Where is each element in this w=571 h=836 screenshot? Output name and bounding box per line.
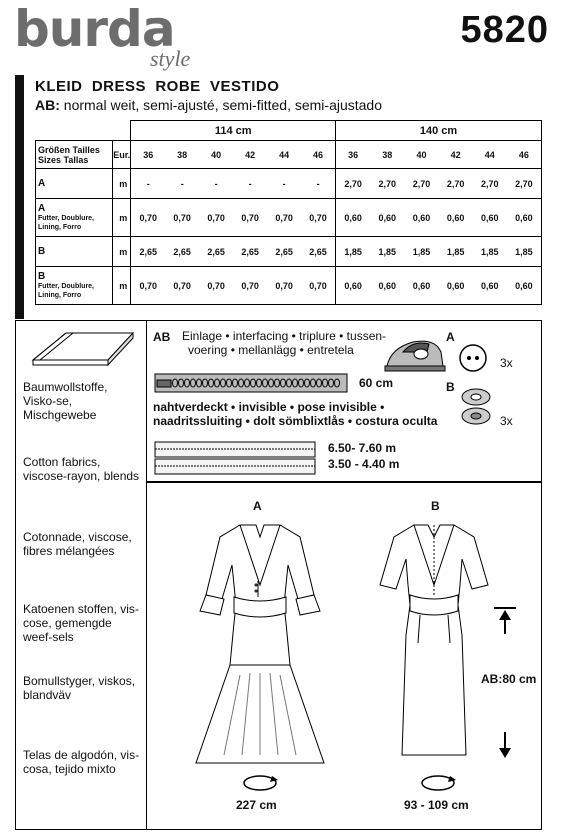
yardage-value: 2,70 [515, 178, 533, 189]
row-unit: m [113, 267, 131, 305]
size-value: 36 [348, 149, 359, 160]
yardage-row [36, 199, 542, 237]
row-unit: m [113, 199, 131, 237]
yardage-value: - [180, 178, 184, 189]
yardage-value: 0,70 [275, 280, 293, 291]
fabric-de: Baumwollstoffe, Visko-se, Mischgewebe [23, 380, 108, 422]
fabric-bolt-icon [28, 327, 138, 369]
yardage-value: 0,70 [139, 212, 157, 223]
zipper-text: nahtverdeckt • invisible • pose invisible • naadritssluiting • dolt sömblixtlås • costura oculta [153, 400, 438, 428]
size-value: 44 [484, 149, 495, 160]
yardage-value: 0,60 [344, 212, 362, 223]
yardage-value: 0,60 [412, 212, 431, 223]
dress-a-illustration [190, 515, 330, 770]
yardage-value: 0,60 [378, 280, 397, 291]
yardage-row [36, 169, 542, 199]
size-value: 38 [177, 149, 188, 160]
fabric-width-114: 114 cm [131, 121, 336, 141]
fabric-fr: Cotonnade, viscose, fibres mélangées [23, 530, 132, 558]
size-value: 46 [313, 149, 324, 160]
button-a-qty: 3x [500, 356, 513, 370]
size-value: 42 [450, 149, 461, 160]
sizes-label: Größen Tailles Sizes Tallas [36, 141, 113, 169]
yardage-value: 2,70 [412, 178, 431, 189]
header-bar [15, 75, 24, 319]
notion-ab-label: AB [153, 330, 171, 344]
yardage-value: 0,70 [139, 280, 157, 291]
button-icon [458, 343, 488, 373]
fabric-width-140: 140 cm [336, 121, 542, 141]
hem-b-width: 93 - 109 cm [404, 798, 469, 812]
iron-icon [383, 330, 448, 375]
yardage-value: 0,70 [207, 280, 225, 291]
row-label: B [38, 246, 46, 257]
yardage-value: 0,70 [309, 212, 327, 223]
yardage-value: 0,60 [446, 280, 465, 291]
row-label: A [38, 178, 46, 189]
dress-b-illustration [370, 515, 500, 770]
yardage-value: 2,70 [344, 178, 362, 189]
yardage-value: 2,70 [446, 178, 465, 189]
section-divider [147, 481, 542, 483]
button-a-label: A [446, 330, 455, 344]
brand-logo-sub: style [150, 46, 191, 71]
fabric-es: Telas de algodón, vis-cosa, tejido mixto [23, 748, 140, 776]
view-b-label: B [431, 499, 440, 513]
yardage-value: 0,60 [515, 212, 533, 223]
yardage-value: 0,70 [173, 280, 191, 291]
fabric-en: Cotton fabrics, viscose-rayon, blends [23, 455, 140, 483]
yardage-value: 2,65 [275, 246, 293, 257]
eur-label: Eur. [113, 141, 131, 169]
yardage-row [36, 237, 542, 267]
row-label: A [38, 203, 46, 214]
snap-icon [456, 386, 496, 426]
yardage-value: 0,70 [173, 212, 191, 223]
snap-b-qty: 3x [500, 414, 513, 428]
yardage-value: 1,85 [480, 246, 499, 257]
yardage-value: - [282, 178, 286, 189]
row-label: B [38, 271, 46, 282]
yardage-value: 0,60 [480, 212, 499, 223]
size-value: 42 [245, 149, 256, 160]
row-unit: m [113, 237, 131, 267]
yardage-value: 0,70 [275, 212, 293, 223]
row-unit: m [113, 169, 131, 199]
brand-logo: burda [14, 0, 175, 58]
size-value: 38 [382, 149, 393, 160]
yardage-value: - [316, 178, 320, 189]
yardage-value: 2,70 [378, 178, 397, 189]
zipper-length: 60 cm [359, 376, 394, 390]
yardage-value: 0,60 [378, 212, 397, 223]
yardage-table [35, 120, 542, 305]
yardage-value: 1,85 [412, 246, 431, 257]
yardage-value: 0,60 [344, 280, 362, 291]
yardage-value: 0,70 [309, 280, 327, 291]
yardage-value: 1,85 [446, 246, 465, 257]
size-value: 40 [416, 149, 427, 160]
yardage-value: 2,65 [309, 246, 327, 257]
yardage-value: - [214, 178, 218, 189]
yardage-row [36, 267, 542, 305]
hem-a-icon [240, 772, 280, 794]
yardage-value: 0,70 [241, 280, 259, 291]
yardage-value: 0,60 [412, 280, 431, 291]
tape-icon [153, 440, 323, 480]
yardage-value: 0,60 [515, 280, 533, 291]
yardage-value: 2,65 [207, 246, 225, 257]
interfacing-text: Einlage • interfacing • triplure • tussen- voering • mellanlägg • entretela [182, 329, 387, 357]
size-value: 44 [279, 149, 290, 160]
yardage-value: - [248, 178, 252, 189]
row-sublabel: Futter, Doublure, Lining, Forro [38, 283, 94, 299]
zipper-icon [153, 371, 353, 395]
yardage-value: 1,85 [515, 246, 533, 257]
fit-description: AB: normal weit, semi-ajusté, semi-fitted, semi-ajustado [35, 97, 382, 113]
size-value: 46 [518, 149, 529, 160]
yardage-value: 0,70 [241, 212, 259, 223]
hem-a-width: 227 cm [236, 798, 277, 812]
yardage-value: 0,60 [446, 212, 465, 223]
row-sublabel: Futter, Doublure, Lining, Forro [38, 215, 94, 231]
yardage-value: 2,70 [480, 178, 499, 189]
yardage-value: 1,85 [378, 246, 397, 257]
garment-title: KLEID DRESS ROBE VESTIDO [35, 78, 280, 95]
yardage-value: 2,65 [241, 246, 259, 257]
dress-length: AB:80 cm [481, 672, 537, 686]
tape-length-1: 6.50- 7.60 m [328, 441, 397, 455]
tape-length-2: 3.50 - 4.40 m [328, 457, 400, 471]
size-value: 36 [143, 149, 154, 160]
yardage-value: 1,85 [344, 246, 362, 257]
fabric-sv: Bomullstyger, viskos, blandväv [23, 674, 136, 702]
yardage-value: 0,60 [480, 280, 499, 291]
fabric-nl: Katoenen stoffen, vis-cose, gemengde weef-sels [23, 602, 139, 644]
snap-b-label: B [446, 380, 455, 394]
size-value: 40 [211, 149, 222, 160]
pattern-number: 5820 [460, 9, 549, 51]
hem-b-icon [418, 772, 458, 794]
yardage-value: 0,70 [207, 212, 225, 223]
yardage-value: - [146, 178, 150, 189]
yardage-value: 2,65 [139, 246, 157, 257]
view-a-label: A [253, 499, 262, 513]
yardage-value: 2,65 [173, 246, 191, 257]
